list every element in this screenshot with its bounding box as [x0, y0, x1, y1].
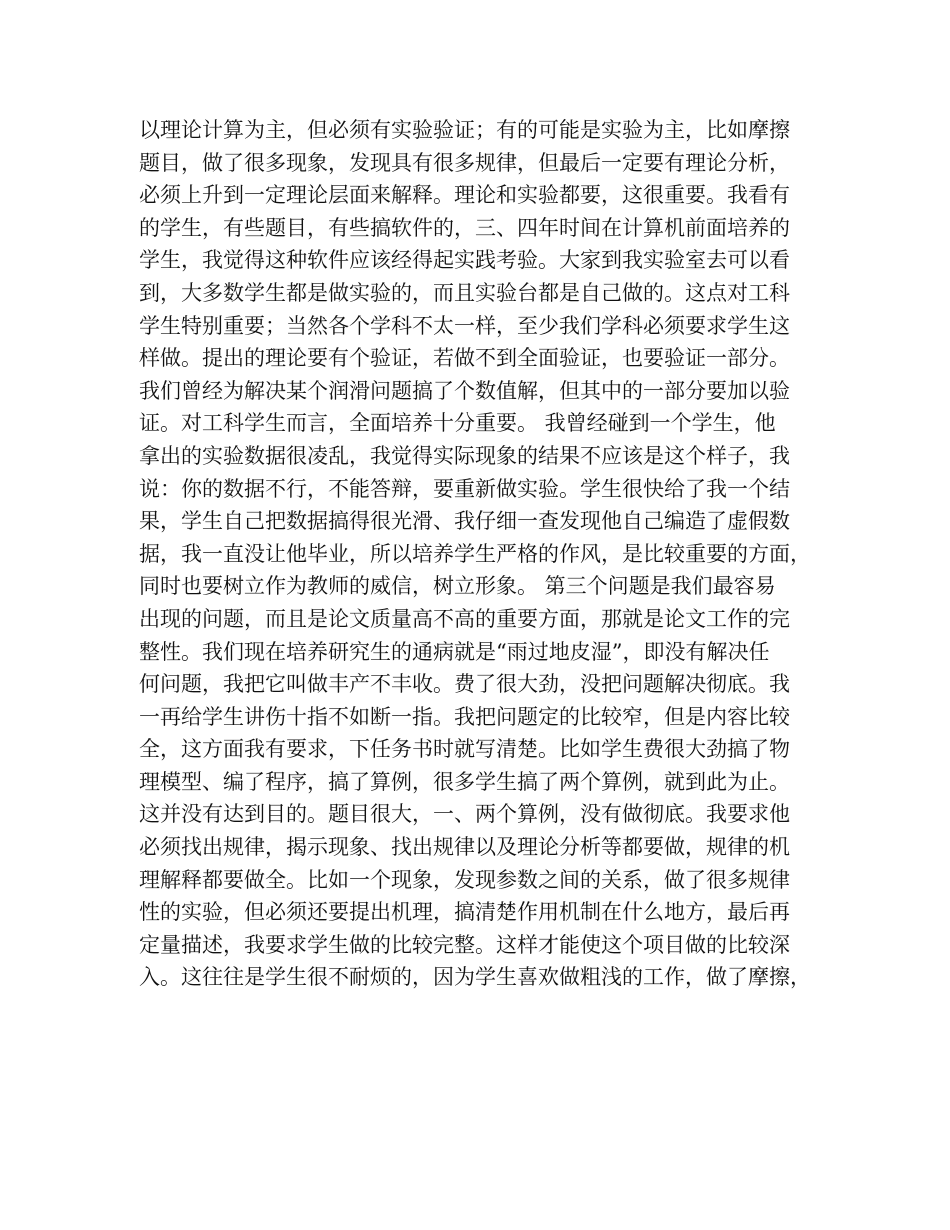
text-line: 拿出的实验数据很凌乱，我觉得实际现象的结果不应该是这个样子，我	[139, 443, 790, 468]
body-text	[139, 114, 829, 994]
text-line: 一再给学生讲伤十指不如断一指。我把问题定的比较窄，但是内容比较	[139, 704, 790, 729]
text-line: 出现的问题，而且是论文质量高不高的重要方面，那就是论文工作的完	[139, 606, 790, 631]
text-line: 果，学生自己把数据搞得很光滑、我仔细一查发现他自己编造了虚假数	[139, 509, 790, 534]
text-line: 必须找出规律，揭示现象、找出规律以及理论分析等都要做，规律的机	[139, 835, 790, 860]
text-line: 理解释都要做全。比如一个现象，发现参数之间的关系，做了很多规律	[139, 867, 790, 892]
text-line: 同时也要树立作为教师的威信，树立形象。 第三个问题是我们最容易	[139, 574, 776, 599]
text-line: 的学生，有些题目，有些搞软件的，三、四年时间在计算机前面培养的	[139, 215, 790, 240]
text-line: 必须上升到一定理论层面来解释。理论和实验都要，这很重要。我看有	[139, 183, 790, 208]
text-line: 证。对工科学生而言，全面培养十分重要。 我曾经碰到一个学生，他	[139, 411, 776, 436]
text-line: 题目，做了很多现象，发现具有很多规律，但最后一定要有理论分析，	[139, 150, 790, 175]
text-line: 我们曾经为解决某个润滑问题搞了个数值解，但其中的一部分要加以验	[139, 378, 790, 403]
text-line: 入。这往往是学生很不耐烦的，因为学生喜欢做粗浅的工作，做了摩擦，	[139, 965, 811, 990]
text-line: 到，大多数学生都是做实验的，而且实验台都是自己做的。这点对工科	[139, 280, 790, 305]
text-line: 这并没有达到目的。题目很大，一、两个算例，没有做彻底。我要求他	[139, 802, 790, 827]
text-line: 何问题，我把它叫做丰产不丰收。费了很大劲，没把问题解决彻底。我	[139, 672, 790, 697]
text-line: 全，这方面我有要求，下任务书时就写清楚。比如学生费很大劲搞了物	[139, 737, 790, 762]
text-line: 据，我一直没让他毕业，所以培养学生严格的作风，是比较重要的方面，	[139, 541, 811, 566]
text-line: 学生，我觉得这种软件应该经得起实践考验。大家到我实验室去可以看	[139, 248, 790, 273]
text-line: 以理论计算为主，但必须有实验验证；有的可能是实验为主，比如摩擦	[139, 118, 790, 142]
text-line: 学生特别重要；当然各个学科不太一样，至少我们学科必须要求学生这	[139, 313, 790, 338]
text-line: 样做。提出的理论要有个验证，若做不到全面验证，也要验证一部分。	[139, 346, 790, 371]
text-line: 整性。我们现在培养研究生的通病就是“雨过地皮湿”，即没有解决任	[139, 639, 770, 664]
text-line: 理模型、编了程序，搞了算例，很多学生搞了两个算例，就到此为止。	[139, 769, 790, 794]
text-line: 说：你的数据不行，不能答辩，要重新做实验。学生很快给了我一个结	[139, 476, 790, 501]
text-line: 定量描述，我要求学生做的比较完整。这样才能使这个项目做的比较深	[139, 932, 790, 957]
text-line: 性的实验，但必须还要提出机理，搞清楚作用机制在什么地方，最后再	[139, 900, 790, 925]
